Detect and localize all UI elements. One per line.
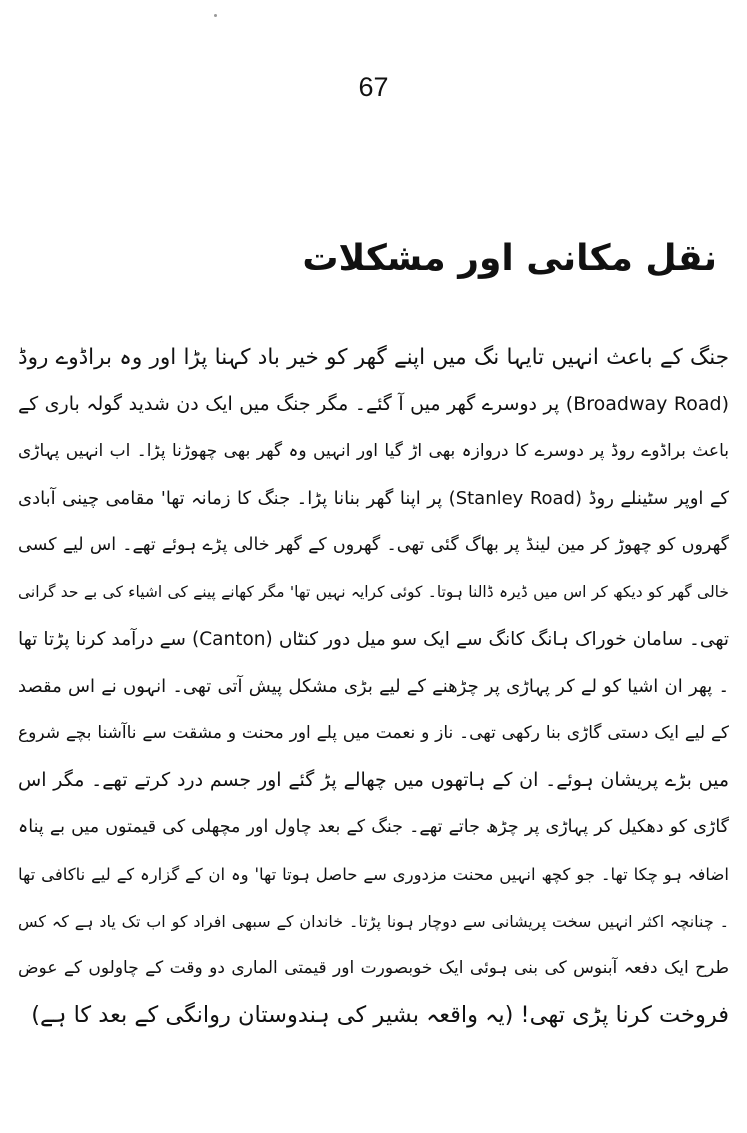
chapter-title: نقل مکانی اور مشکلات [302, 238, 717, 279]
text-line: باعث براڈوے روڈ پر دوسرے کا دروازہ بھی اڑ گیا اور انہیں وہ گھر بھی چھوڑنا پڑا۔ اب انہیں پہاڑی [18, 441, 729, 461]
text-line: کے اوپر سٹینلے روڈ (Stanley Road) پر اپنا گھر بنانا پڑا۔ جنگ کا زمانہ تھا' مقامی چینی آبادی [18, 488, 729, 509]
body-paragraph [18, 334, 729, 1039]
text-line: طرح ایک دفعہ آبنوس کی بنی ہوئی ایک خوبصورت اور قیمتی الماری دو وقت کے چاولوں کے عوض [18, 958, 729, 978]
text-line: ۔ پھر ان اشیا کو لے کر پہاڑی پر چڑھنے کے لیے بڑی مشکل پیش آتی تھی۔ انہوں نے اس مقصد [18, 676, 729, 697]
text-line: جنگ کے باعث انہیں تایہا نگ میں اپنے گھر کو خیر باد کہنا پڑا اور وہ براڈوے روڈ [18, 345, 729, 370]
text-line: (Broadway Road) پر دوسرے گھر میں آ گئے۔ مگر جنگ میں ایک دن شدید گولہ باری کے [18, 393, 729, 415]
text-line: اضافہ ہو چکا تھا۔ جو کچھ انہیں محنت مزدوری سے حاصل ہوتا تھا' وہ ان کے گزارہ کے لیے ناکافی تھا [18, 865, 729, 884]
text-line: تھی۔ سامان خوراک ہانگ کانگ سے ایک سو میل دور کنٹاں (Canton) سے درآمد کرنا پڑتا تھا [18, 629, 729, 650]
scan-speck [214, 14, 217, 17]
text-line: ۔ چنانچہ اکثر انہیں سخت پریشانی سے دوچار ہونا پڑتا۔ خاندان کے سبھی افراد کو اب تک یاد ہے کہ کس [18, 912, 729, 931]
text-line: فروخت کرنا پڑی تھی! (یہ واقعہ بشیر کی ہندوستان روانگی کے بعد کا ہے) [31, 1002, 729, 1028]
text-line: خالی گھر کو دیکھ کر اس میں ڈیرہ ڈالنا ہوتا۔ کوئی کرایہ نہیں تھا' مگر کھانے پینے کی اشیاء کی بے حد گرانی [18, 583, 729, 601]
page-number: 67 [358, 72, 389, 102]
text-line: گاڑی کو دھکیل کر پہاڑی پر چڑھ جاتے تھے۔ جنگ کے بعد چاول اور مچھلی کی قیمتوں میں بے پناہ [18, 817, 729, 837]
text-line: کے لیے ایک دستی گاڑی بنا رکھی تھی۔ ناز و نعمت میں پلے اور محنت و مشقت سے ناآشنا بچے شروع [18, 723, 729, 743]
text-line: میں بڑے پریشان ہوئے۔ ان کے ہاتھوں میں چھالے پڑ گئے اور جسم درد کرتے تھے۔ مگر اس [18, 769, 729, 791]
text-line: گھروں کو چھوڑ کر مین لینڈ پر بھاگ گئی تھی۔ گھروں کے گھر خالی پڑے ہوئے تھے۔ اس لیے کسی [18, 535, 729, 555]
